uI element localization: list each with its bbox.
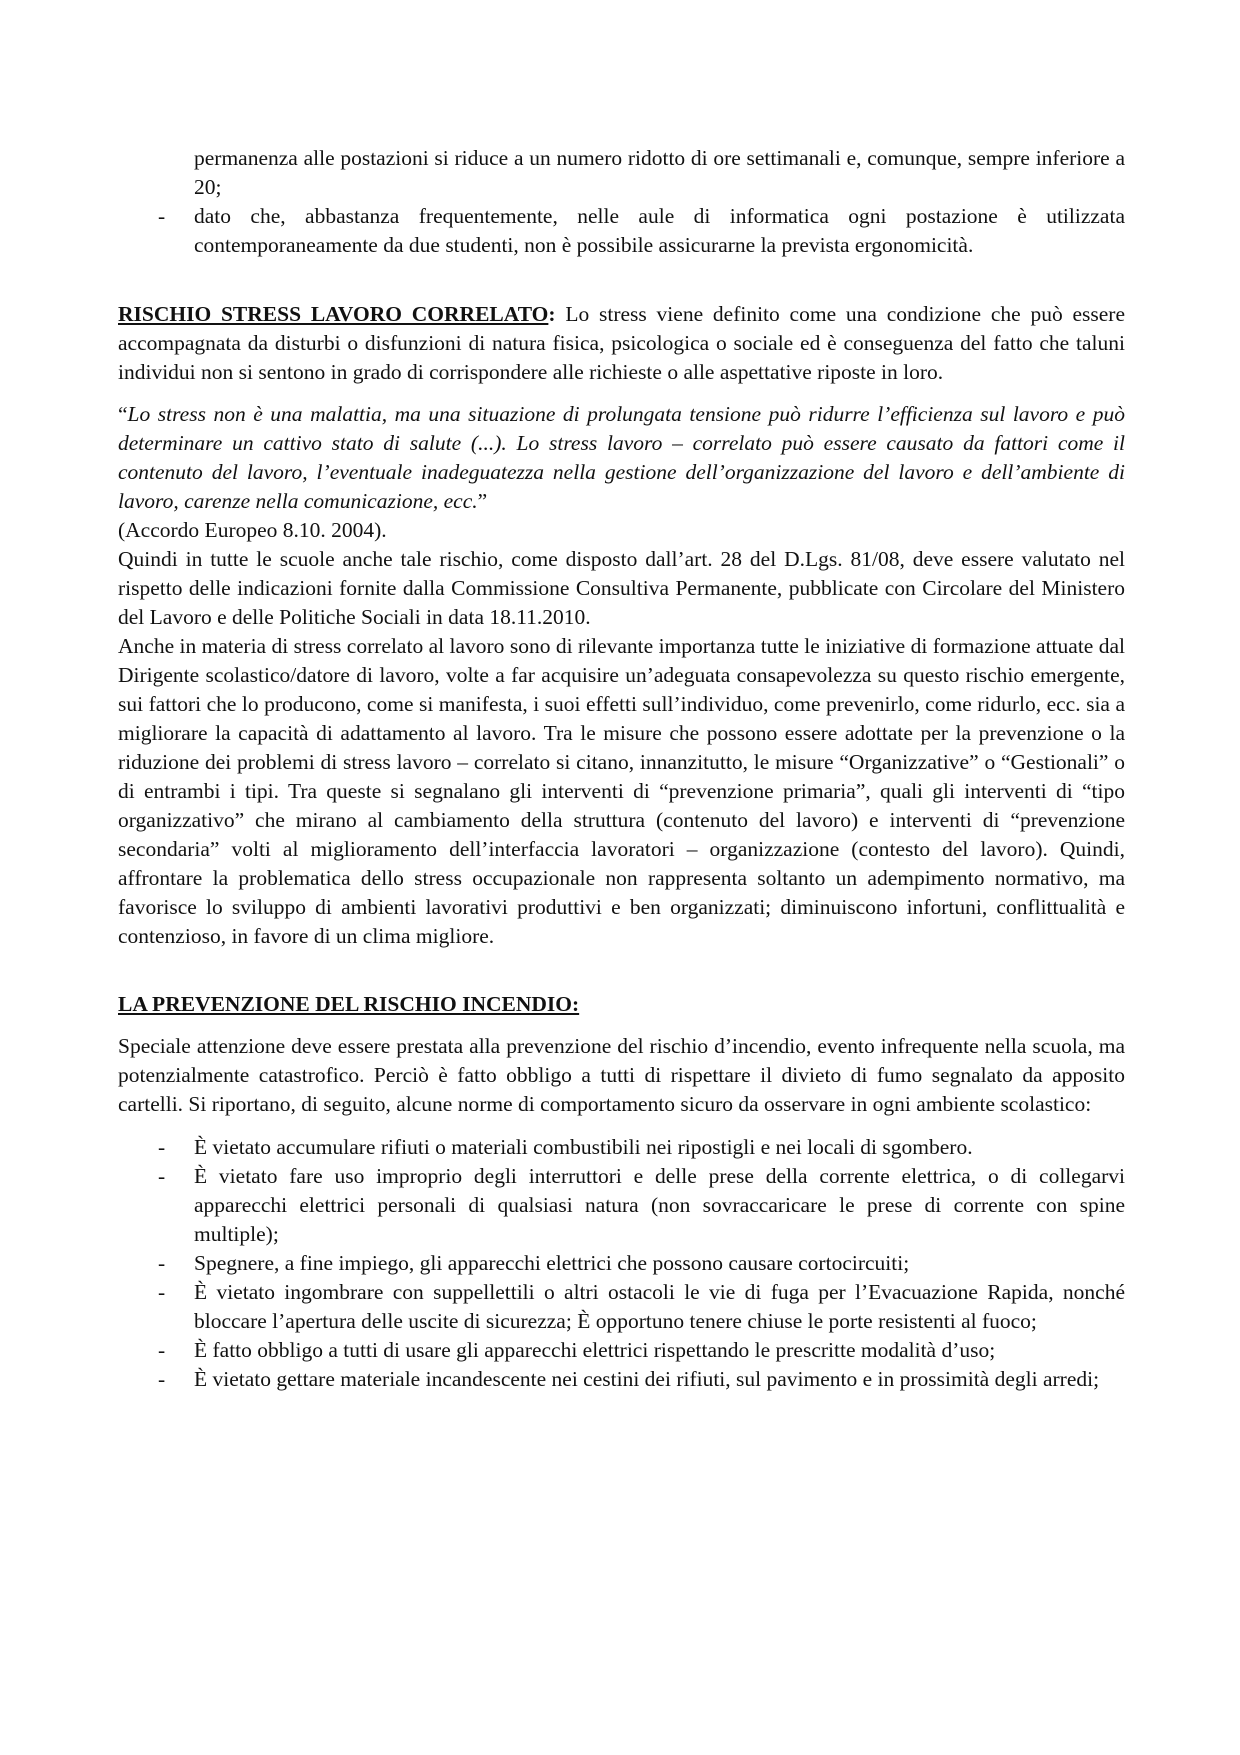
quote-paragraph [118, 400, 1125, 516]
quote-close-mark: ” [477, 489, 488, 513]
list-item-continuation: permanenza alle postazioni si riduce a un numero ridotto di ore settimanali e, comunque, sempre inferiore a 20; [194, 146, 1125, 199]
bullet-dash: - [158, 1164, 166, 1188]
list-item-text: È vietato ingombrare con suppellettili o altri ostacoli le vie di fuga per l’Evacuazione Rapida, nonché bloccare l’apertura delle uscite di sicurezza; È opportuno tenere chiuse le porte resistenti al fuoco; [194, 1280, 1125, 1333]
stress-section [118, 300, 1125, 951]
list-item [118, 1365, 1125, 1394]
top-bullet-list [118, 202, 1125, 260]
list-item [118, 1249, 1125, 1278]
quote-source: (Accordo Europeo 8.10. 2004). [118, 518, 387, 542]
heading-colon: : [548, 302, 556, 326]
incendio-section [118, 990, 1125, 1394]
bullet-dash: - [158, 1251, 166, 1275]
bullet-dash: - [158, 204, 166, 228]
section-heading-incendio: LA PREVENZIONE DEL RISCHIO INCENDIO: [118, 992, 580, 1016]
list-item [118, 1278, 1125, 1336]
list-item-text: Spegnere, a fine impiego, gli apparecchi elettrici che possono causare cortocircuiti; [194, 1251, 910, 1275]
stress-intro-text: Lo stress viene definito come una condizione che può essere accompagnata da disturbi o disfunzioni di natura fisica, psicologica o sociale ed è conseguenza del fatto che taluni individui non si sentono in grado di corrispondere alle richieste o alle aspettative riposte in loro. [118, 302, 1125, 384]
list-item-text: È vietato gettare materiale incandescente nei cestini dei rifiuti, sul pavimento e in prossimità degli arredi; [194, 1367, 1100, 1391]
stress-paragraph-2: Anche in materia di stress correlato al lavoro sono di rilevante importanza tutte le iniziative di formazione attuate dal Dirigente scolastico/datore di lavoro, volte a far acquisire un’adeguata consapevolezza su questo rischio emergente, sui fattori che lo producono, come si manifesta, i suoi effetti sull’individuo, come prevenirlo, come ridurlo, ecc. sia a migliorare la capacità di adattamento al lavoro. Tra le misure che possono essere adottate per la prevenzione o la riduzione dei problemi di stress lavoro – correlato si citano, innanzitutto, le misure “Organizzative” o “Gestionali” o di entrambi i tipi. Tra queste si segnalano gli interventi di “prevenzione primaria”, quali gli interventi di “tipo organizzativo” che mirano al cambiamento della struttura (contenuto del lavoro) e interventi di “prevenzione secondaria” volti al miglioramento dell’interfaccia lavoratori – organizzazione (contesto del lavoro). Quindi, affrontare la problematica dello stress occupazionale non rappresenta soltanto un adempimento normativo, ma favorisce lo sviluppo di ambienti lavorativi produttivi e ben organizzati; diminuiscono infortuni, conflittualità e contenzioso, in favore di un clima migliore. [118, 634, 1125, 948]
stress-intro-paragraph [118, 300, 1125, 387]
quote-open-mark: “ [118, 402, 128, 426]
list-item-text: dato che, abbastanza frequentemente, nelle aule di informatica ogni postazione è utilizzata contemporaneamente da due studenti, non è possibile assicurarne la prevista ergonomicità. [194, 204, 1125, 257]
incendio-intro-paragraph: Speciale attenzione deve essere prestata alla prevenzione del rischio d’incendio, evento infrequente nella scuola, ma potenzialmente catastrofico. Perciò è fatto obbligo a tutti di rispettare il divieto di fumo segnalato da apposito cartelli. Si riportano, di seguito, alcune norme di comportamento sicuro da osservare in ogni ambiente scolastico: [118, 1034, 1125, 1116]
section-heading-stress: RISCHIO STRESS LAVORO CORRELATO [118, 302, 549, 326]
quote-text: Lo stress non è una malattia, ma una situazione di prolungata tensione può ridurre l’efficienza sul lavoro e può determinare un cattivo stato di salute (...). Lo stress lavoro – correlato può essere causato da fattori come il contenuto del lavoro, l’eventuale inadeguatezza nella gestione dell’organizzazione del lavoro e dell’ambiente di lavoro, carenze nella comunicazione, ecc. [118, 402, 1125, 513]
list-item [118, 1336, 1125, 1365]
bullet-dash: - [158, 1280, 166, 1304]
top-list-block [118, 0, 1125, 260]
list-item-text: È vietato fare uso improprio degli interruttori e delle prese della corrente elettrica, o di collegarvi apparecchi elettrici personali di qualsiasi natura (non sovraccaricare le prese di corrente con spine multiple); [194, 1164, 1125, 1246]
list-item [118, 1162, 1125, 1249]
list-item [118, 202, 1125, 260]
list-item [118, 1133, 1125, 1162]
list-item-text: È fatto obbligo a tutti di usare gli apparecchi elettrici rispettando le prescritte modalità d’uso; [194, 1338, 996, 1362]
bullet-dash: - [158, 1338, 166, 1362]
bullet-dash: - [158, 1135, 166, 1159]
list-item-text: È vietato accumulare rifiuti o materiali combustibili nei ripostigli e nei locali di sgombero. [194, 1135, 973, 1159]
incendio-bullet-list [118, 1133, 1125, 1394]
stress-paragraph-1: Quindi in tutte le scuole anche tale rischio, come disposto dall’art. 28 del D.Lgs. 81/08, deve essere valutato nel rispetto delle indicazioni fornite dalla Commissione Consultiva Permanente, pubblicate con Circolare del Ministero del Lavoro e delle Politiche Sociali in data 18.11.2010. [118, 547, 1125, 629]
bullet-dash: - [158, 1367, 166, 1391]
